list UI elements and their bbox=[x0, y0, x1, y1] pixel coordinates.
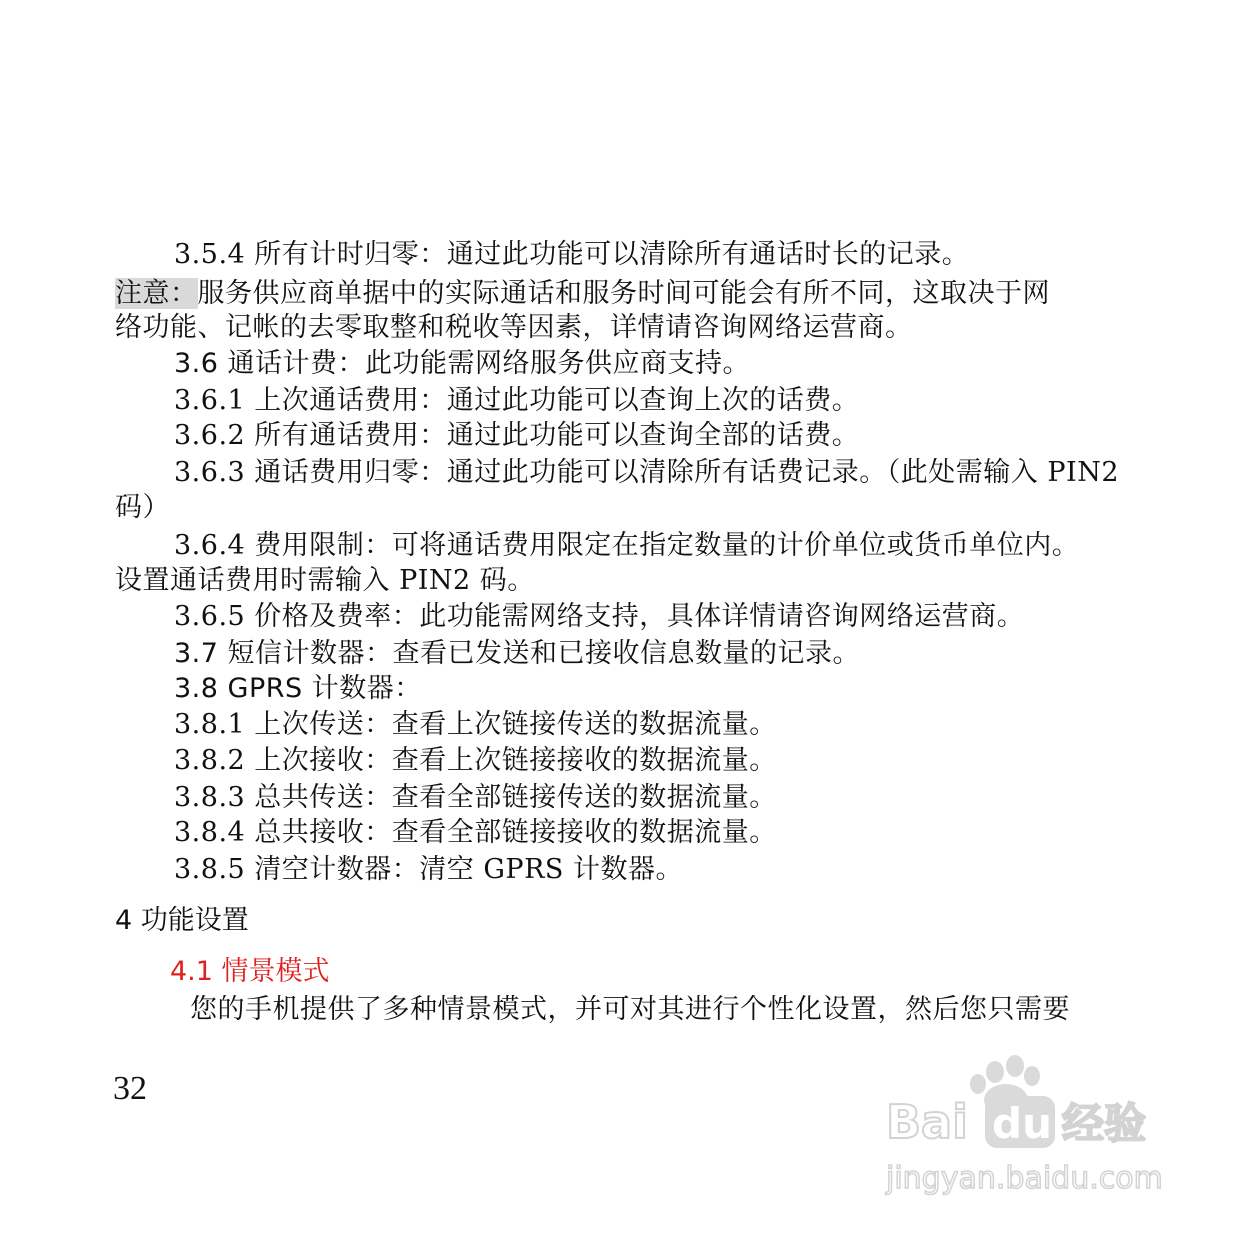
section-3-6 bbox=[174, 347, 750, 381]
page-number: 32 bbox=[113, 1070, 147, 1107]
section-3-8-1: 3.8.1 上次传送：查看上次链接传送的数据流量。 bbox=[174, 709, 777, 740]
section-3-8-5: 3.8.5 清空计数器：清空 GPRS 计数器。 bbox=[174, 854, 684, 885]
section-3-6-5: 3.6.5 价格及费率：此功能需网络支持，具体详情请咨询网络运营商。 bbox=[174, 601, 1025, 632]
section-3-6-4-line-1: 3.6.4 费用限制：可将通话费用限定在指定数量的计价单位或货币单位内。 bbox=[174, 530, 1080, 561]
section-3-7-heading: 3.7 短信计数器 bbox=[174, 638, 366, 669]
section-3-6-text: ：此功能需网络服务供应商支持。 bbox=[337, 348, 751, 379]
note-text-1: 服务供应商单据中的实际通话和服务时间可能会有所不同，这取决于网 bbox=[197, 278, 1050, 309]
baidu-jingyan-watermark bbox=[880, 1050, 1180, 1200]
section-3-8-4: 3.8.4 总共接收：查看全部链接接收的数据流量。 bbox=[174, 817, 777, 848]
chapter-4-heading: 4 功能设置 bbox=[115, 905, 249, 936]
section-3-8-3: 3.8.3 总共传送：查看全部链接传送的数据流量。 bbox=[174, 782, 777, 813]
section-3-7-text: ：查看已发送和已接收信息数量的记录。 bbox=[365, 638, 861, 669]
note-label: 注意： bbox=[115, 278, 198, 309]
watermark-brand: Bai bbox=[886, 1095, 968, 1149]
section-3-8-heading: 3.8 GPRS 计数器： bbox=[174, 673, 422, 704]
note-line-2: 络功能、记帐的去零取整和税收等因素，详情请咨询网络运营商。 bbox=[115, 312, 913, 343]
section-4-1-heading: 4.1 情景模式 bbox=[170, 956, 330, 987]
section-3-6-3-line-2: 码） bbox=[115, 492, 170, 523]
section-3-6-4-line-2: 设置通话费用时需输入 PIN2 码。 bbox=[115, 565, 535, 596]
section-3-6-3-line-1: 3.6.3 通话费用归零：通过此功能可以清除所有话费记录。（此处需输入 PIN2 bbox=[174, 457, 1119, 488]
watermark-brand2: du bbox=[992, 1099, 1052, 1148]
section-3-6-2: 3.6.2 所有通话费用：通过此功能可以查询全部的话费。 bbox=[174, 420, 860, 451]
watermark-url: jingyan.baidu.com bbox=[886, 1161, 1163, 1196]
watermark-suffix: 经验 bbox=[1062, 1099, 1147, 1148]
section-3-8-2: 3.8.2 上次接收：查看上次链接接收的数据流量。 bbox=[174, 745, 777, 776]
section-3-5-4: 3.5.4 所有计时归零：通过此功能可以清除所有通话时长的记录。 bbox=[174, 239, 970, 270]
note-line-1 bbox=[115, 277, 1050, 311]
section-3-6-heading: 3.6 通话计费 bbox=[174, 348, 338, 379]
section-3-6-1: 3.6.1 上次通话费用：通过此功能可以查询上次的话费。 bbox=[174, 385, 860, 416]
section-3-7 bbox=[174, 637, 860, 671]
section-4-1-intro: 您的手机提供了多种情景模式，并可对其进行个性化设置，然后您只需要 bbox=[190, 994, 1070, 1025]
